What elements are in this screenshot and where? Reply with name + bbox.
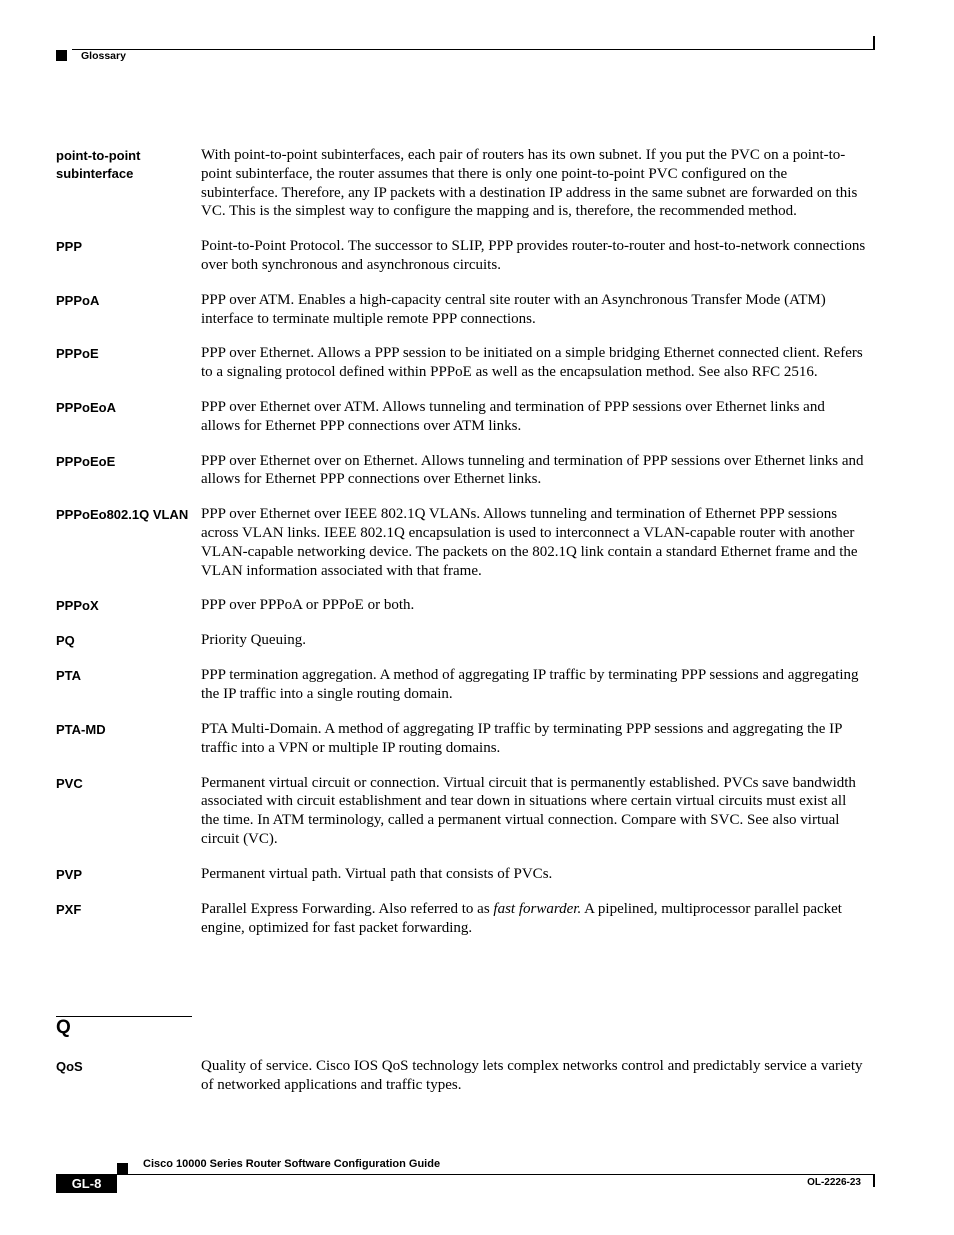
entry-definition: PPP over Ethernet. Allows a PPP session to be initiated on a simple bridging Ethernet connected client. Refers to a signaling protocol defined within PPPoE as well as the encapsulation method. See also RFC 2516. [201, 345, 863, 381]
entry-term: point-to-point subinterface [56, 148, 141, 181]
entry-term: PTA [56, 668, 82, 684]
entry-term: PQ [56, 633, 75, 649]
footer-page-number: GL-8 [56, 1175, 117, 1193]
glossary-entry [56, 344, 876, 382]
header-tick [873, 36, 875, 50]
entry-term: PVC [56, 775, 83, 791]
glossary-entry [56, 631, 876, 650]
entry-definition: Point-to-Point Protocol. The successor to SLIP, PPP provides router-to-router and host-to-network connections over both synchronous and asynchronous circuits. [201, 238, 866, 273]
glossary-entry [56, 505, 876, 580]
entry-definition: PPP over Ethernet over IEEE 802.1Q VLANs. Allows tunneling and termination of Ethernet PPP sessions across VLAN links. IEEE 802.1Q encapsulation is used to interconnect a VLAN-capable router with another VLAN-capable networking device. The packets on the 802.1Q link contain a standard Ethernet frame and the VLAN information associated with that frame. [201, 506, 858, 579]
footer-doc-number: OL-2226-23 [807, 1177, 861, 1188]
glossary-entry [56, 865, 876, 884]
entry-definition: With point-to-point subinterfaces, each pair of routers has its own subnet. If you put the PVC on a point-to-point subinterface, the router assumes that there is only one point-to-point PVC configured on the subinterface. Therefore, any IP packets with a destination IP address in the same subnet are forwarded on this VC. This is the simplest way to configure the mapping and is, therefore, the recommended method. [201, 147, 858, 220]
definition-text: A pipelined, multiprocessor parallel packet engine, optimized for fast packet forwarding. [201, 900, 842, 936]
entry-definition: Permanent virtual circuit or connection. Virtual circuit that is permanently established. PVCs save bandwidth associated with circuit establishment and tear down in situations where certain virtual circuits must exist all the time. In ATM terminology, called a permanent virtual connection. Compare with SVC. See also virtual circuit (VC). [201, 774, 856, 847]
entry-term: PPPoEoA [56, 399, 116, 415]
header-section-title: Glossary [81, 50, 126, 62]
definition-text: Parallel Express Forwarding. Also referred to as [201, 900, 494, 917]
entry-term: PPPoX [56, 598, 99, 614]
glossary-entry [56, 666, 876, 704]
entry-term: PXF [56, 901, 82, 917]
entry-definition: Quality of service. Cisco IOS QoS technology lets complex networks control and predictably service a variety of networked applications and traffic types. [201, 1058, 863, 1093]
header-rule [72, 49, 875, 50]
definition-italic-term: fast forwarder. [493, 900, 582, 917]
entry-definition: PPP termination aggregation. A method of aggregating IP traffic by terminating PPP sessions and aggregating the IP traffic into a single routing domain. [201, 667, 859, 703]
entry-term: PTA-MD [56, 721, 106, 737]
glossary-entry [56, 1057, 876, 1095]
glossary-entry [56, 720, 876, 758]
glossary-entries [56, 146, 876, 953]
entry-term: PPPoEo802.1Q VLAN [56, 507, 189, 523]
entry-term: PVP [56, 866, 83, 882]
glossary-entry [56, 596, 876, 615]
entry-definition: PPP over ATM. Enables a high-capacity central site router with an Asynchronous Transfer Mode (ATM) interface to terminate multiple remote PPP connections. [201, 291, 826, 327]
glossary-entry [56, 237, 876, 275]
entry-term: PPPoEoE [56, 453, 116, 469]
entry-term: QoS [56, 1059, 83, 1074]
glossary-entries-q [56, 1057, 876, 1111]
entry-definition: Priority Queuing. [201, 632, 306, 649]
glossary-entry [56, 774, 876, 849]
entry-definition: PPP over Ethernet over on Ethernet. Allows tunneling and termination of PPP sessions over Ethernet links and allows for Ethernet PPP connections over Ethernet links. [201, 452, 864, 488]
glossary-entry [56, 398, 876, 436]
section-rule [56, 1016, 192, 1017]
entry-definition: Permanent virtual path. Virtual path that consists of PVCs. [201, 865, 553, 882]
entry-term: PPPoE [56, 346, 99, 362]
footer-rule [56, 1174, 875, 1175]
footer-book-title: Cisco 10000 Series Router Software Configuration Guide [143, 1158, 441, 1170]
entry-definition [201, 900, 866, 938]
entry-term: PPP [56, 239, 83, 255]
section-letter: Q [56, 1017, 71, 1038]
glossary-entry [56, 146, 876, 221]
entry-term: PPPoA [56, 292, 100, 308]
header-marker [56, 50, 67, 61]
entry-definition: PPP over Ethernet over ATM. Allows tunneling and termination of PPP sessions over Ethernet links and allows for Ethernet PPP connections over ATM links. [201, 398, 825, 434]
footer-marker [117, 1163, 128, 1174]
entry-definition: PPP over PPPoA or PPPoE or both. [201, 597, 415, 614]
glossary-entry [56, 452, 876, 490]
glossary-entry [56, 900, 876, 938]
entry-definition: PTA Multi-Domain. A method of aggregating IP traffic by terminating PPP sessions and aggregating the IP traffic into a VPN or multiple IP routing domains. [201, 720, 842, 756]
glossary-entry [56, 291, 876, 329]
footer-tick [873, 1174, 875, 1187]
